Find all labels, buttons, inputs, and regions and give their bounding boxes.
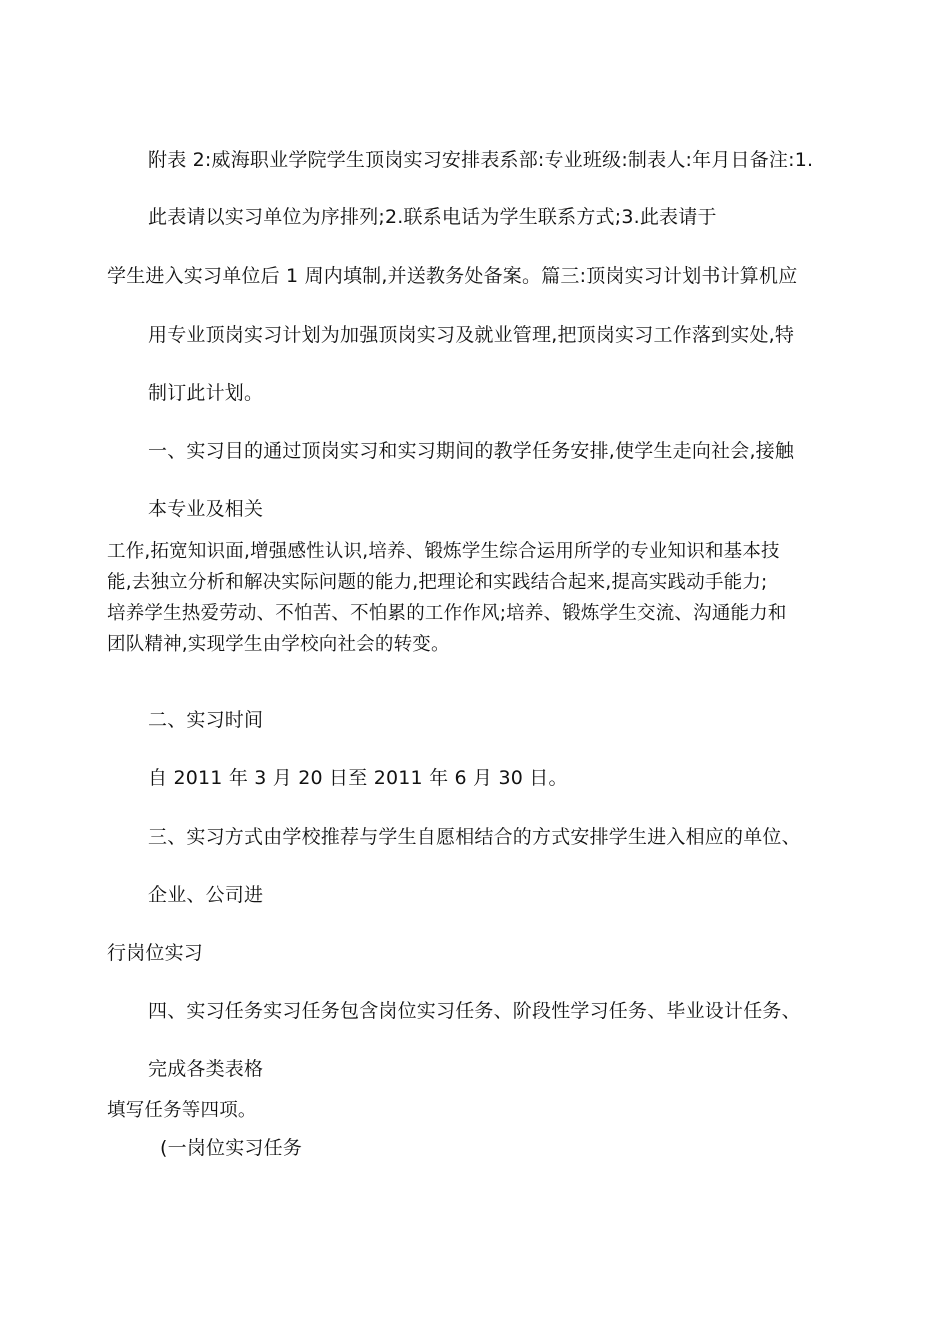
text-line: 此表请以实习单位为序排列;2.联系电话为学生联系方式;3.此表请于 [148,206,717,228]
subsection-heading: (一岗位实习任务 [160,1137,303,1159]
text-line: 附表 2:威海职业学院学生顶岗实习安排表系部:专业班级:制表人:年月日备注:1. [148,149,814,171]
text-line: 团队精神,实现学生由学校向社会的转变。 [107,634,450,655]
text-line: 学生进入实习单位后 1 周内填制,并送教务处备案。篇三:顶岗实习计划书计算机应 [107,265,798,287]
text-line: 填写任务等四项。 [107,1100,257,1121]
text-line: 培养学生热爱劳动、不怕苦、不怕累的工作作风;培养、锻炼学生交流、沟通能力和 [107,603,787,624]
section-heading: 二、实习时间 [148,709,264,731]
text-line: 自 2011 年 3 月 20 日至 2011 年 6 月 30 日。 [148,767,568,789]
text-line: 企业、公司进 [148,884,264,906]
section-heading: 三、实习方式由学校推荐与学生自愿相结合的方式安排学生进入相应的单位、 [148,826,801,848]
text-line: 用专业顶岗实习计划为加强顶岗实习及就业管理,把顶岗实习工作落到实处,特 [148,324,795,346]
text-line: 能,去独立分析和解决实际问题的能力,把理论和实践结合起来,提高实践动手能力; [107,572,768,593]
text-line: 完成各类表格 [148,1058,264,1080]
text-line: 行岗位实习 [107,942,204,964]
text-line: 工作,拓宽知识面,增强感性认识,培养、锻炼学生综合运用所学的专业知识和基本技 [107,541,780,562]
text-line: 制订此计划。 [148,382,264,404]
text-line: 本专业及相关 [148,498,264,520]
section-heading: 四、实习任务实习任务包含岗位实习任务、阶段性学习任务、毕业设计任务、 [148,1000,801,1022]
section-heading: 一、实习目的通过顶岗实习和实习期间的教学任务安排,使学生走向社会,接触 [148,440,795,462]
